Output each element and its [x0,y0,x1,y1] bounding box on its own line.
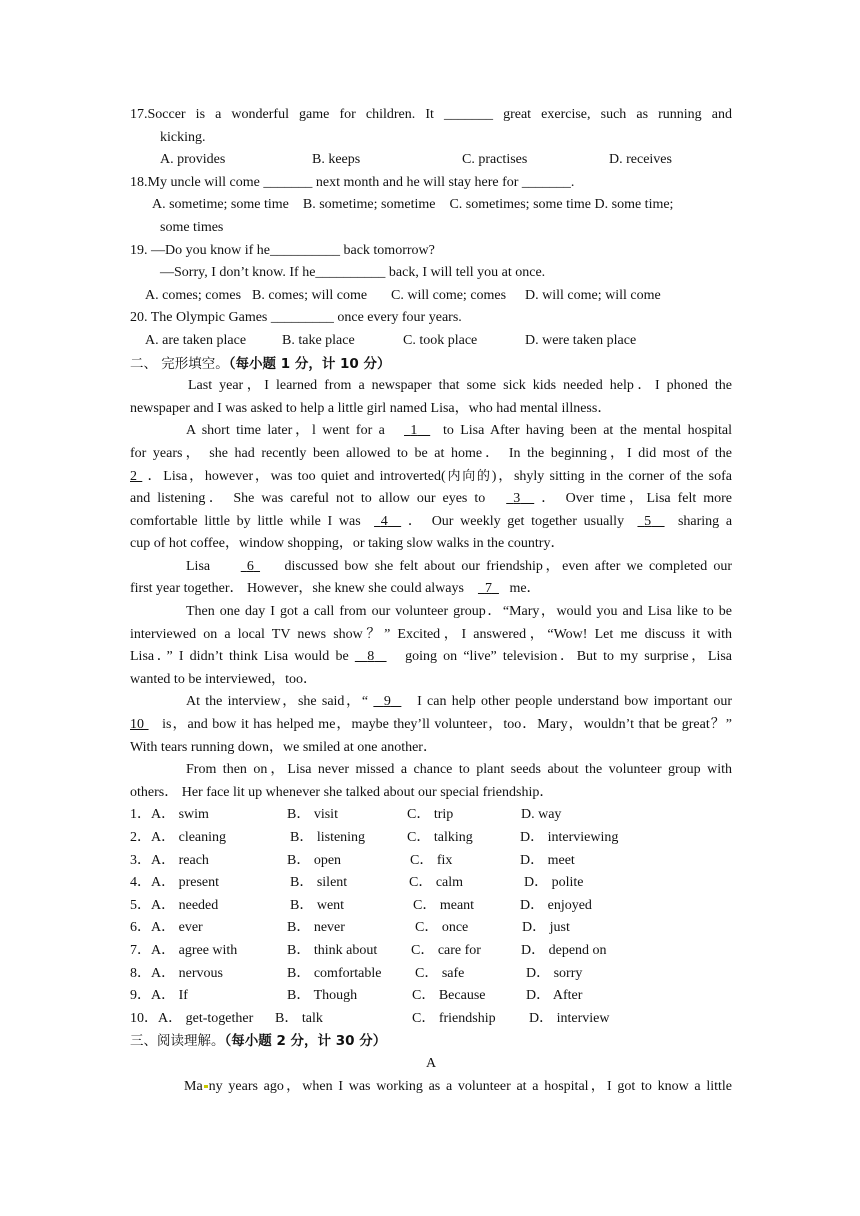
blank-10: 10 [130,717,144,733]
passage-line: others． Her face lit up whenever she talked about our special friendship． [130,784,554,800]
option-c: C． trip [407,807,454,823]
question-19-options [130,285,732,308]
option-a: 1．A． swim [130,807,209,823]
cloze-option-row-10 [130,1008,732,1031]
passage-line: A short time later，l went for a 1 to Lisa After having been at the mental hospital [186,423,733,439]
option-d: D. will come; will come [525,287,661,303]
blank-4: 4 [380,513,388,529]
option-b: B． open [287,852,342,868]
passage-line: At the interview，she said，“ 9 I can help other people understand bow important our [186,694,733,710]
option-d: D． depend on [521,942,607,958]
option-a: 6．A． ever [130,920,203,936]
option-b: B． went [290,897,345,913]
passage-line: cup of hot coffee，window shopping，or taking slow walks in the country． [130,536,565,552]
passage-line: 2 ．Lisa，however，was too quiet and introverted(内向的)，shyly sitting in the corner of the sofa [130,468,732,484]
option-d: D． just [522,920,570,936]
option-a: 10．A． get-together [130,1010,254,1026]
blank-2: 2 [130,468,137,484]
option-d: D. receives [609,152,672,168]
option-c: C. took place [403,332,478,348]
blank-6: 6 [246,558,254,574]
option-c: C． once [415,920,469,936]
passage-line: newspaper and I was asked to help a little girl named Lisa，who had mental illness． [130,400,612,416]
cloze-option-row-8 [130,963,732,986]
option-c: C． Because [412,988,486,1004]
blank-8: 8 [367,649,375,665]
option-a: 9．A． If [130,988,188,1004]
option-c: C． safe [415,965,465,981]
option-c: C． meant [413,897,475,913]
option-a: 8．A． nervous [130,965,223,981]
passage-line: wanted to be interviewed，too． [130,671,318,687]
cloze-option-row-2 [130,827,732,850]
option-a: 3．A． reach [130,852,209,868]
option-b: B． think about [287,942,378,958]
option-d: D． sorry [526,965,583,981]
question-18-options: A. sometime; some time B. sometime; sometime C. sometimes; some time D. some time; [152,197,674,213]
cursor-mark-icon [204,1085,208,1088]
passage-line: comfortable little by little while I was 4 ． Our weekly get together usually 5 sharing a [130,513,733,529]
question-18-options-cont: some times [160,219,224,235]
question-20-options [130,330,732,353]
option-b: B． visit [287,807,338,823]
option-a: 5．A． needed [130,897,219,913]
cloze-option-row-5 [130,895,732,918]
option-c: C. will come; comes [391,287,507,303]
reading-passage-heading: A [425,1055,437,1071]
passage-line: 10 is，and bow it has helped me，maybe they’ll volunteer，too．Mary，wouldn’t that be great？” [130,717,733,733]
passage-line: and listening． She was careful not to allow our eyes to 3 ． Over time，Lisa felt more [130,491,733,507]
cloze-option-row-3 [130,850,732,873]
option-a: 4．A． present [130,875,220,891]
passage-line: first year together． However，she knew she could always 7 me． [130,581,541,597]
cloze-option-row-9 [130,985,732,1008]
option-d: D． After [526,988,583,1004]
option-a: 7．A． agree with [130,942,238,958]
exam-page [130,104,732,1098]
option-b: B． Though [287,988,358,1004]
cloze-option-row-7 [130,940,732,963]
reading-passage-line: Ma ny years ago，when I was working as a volunteer at a hospital，I got to know a little [184,1078,732,1094]
option-b: B． never [287,920,345,936]
cloze-options [130,804,732,1030]
option-b: B． silent [290,875,348,891]
cloze-option-row-6 [130,917,732,940]
passage-line: for years， she had recently been allowed to be at home． In the beginning，I did most of the [130,445,732,461]
option-c: C． fix [410,852,453,868]
option-b: B． listening [290,830,366,845]
option-b: B． talk [275,1010,323,1026]
option-c: C． calm [409,875,464,891]
option-d: D． interview [529,1010,610,1026]
option-b: B． comfortable [287,965,382,981]
option-d: D． enjoyed [520,897,592,913]
question-20-stem: 20. The Olympic Games _________ once every four years. [130,310,462,326]
question-19-reply: —Sorry, I don’t know. If he__________ back, I will tell you at once. [160,265,546,281]
option-c: C． friendship [412,1010,496,1026]
option-b: B. comes; will come [252,287,368,303]
option-c: C. practises [462,152,528,168]
option-d: D． meet [520,852,575,868]
option-a: A. comes; comes [145,287,242,303]
question-17-stem: 17.Soccer is a wonderful game for children. It _______ great exercise, such as running and [130,107,732,122]
question-17-options [130,149,732,172]
option-b: B. take place [282,332,355,348]
blank-9: 9 [383,694,391,710]
question-19-stem: 19. —Do you know if he__________ back tomorrow? [130,242,435,258]
option-d: D. way [521,807,562,823]
cloze-option-row-4 [130,872,732,895]
section-3-heading: 三、阅读理解。（每小题 2 分，计 30 分） [130,1033,387,1050]
section-2-heading: 二、 完形填空。（每小题 1 分，计 10 分） [130,355,391,372]
option-a: A. provides [160,152,226,168]
passage-line: Last year，I learned from a newspaper that some sick kids needed help．I phoned the [188,378,732,394]
option-a: 2．A． cleaning [130,830,227,845]
question-17-stem-cont: kicking. [160,129,206,145]
blank-5: 5 [644,513,652,529]
blank-1: 1 [410,423,418,439]
passage-line: From then on，Lisa never missed a chance to plant seeds about the volunteer group with [186,762,732,778]
passage-line: interviewed on a local TV news show？” Excited，I answered，“Wow! Let me discuss it with [130,626,732,642]
option-d: D． interviewing [520,830,619,845]
option-b: B. keeps [312,152,361,168]
option-d: D． polite [524,875,584,891]
option-a: A. are taken place [145,332,247,348]
option-c: C． care for [411,942,481,958]
cloze-option-row-1 [130,804,732,827]
question-18-stem: 18.My uncle will come _______ next month and he will stay here for _______. [130,174,575,190]
passage-line: With tears running down，we smiled at one another． [130,739,437,755]
blank-3: 3 [513,491,521,507]
passage-line: Then one day I got a call from our volunteer group．“Mary，would you and Lisa like to be [186,604,732,620]
passage-line: Lisa 6 discussed bow she felt about our friendship，even after we completed our [186,558,733,574]
blank-7: 7 [484,581,492,597]
option-c: C． talking [407,830,473,845]
option-d: D. were taken place [525,332,637,348]
passage-line: Lisa．” I didn’t think Lisa would be 8 going on “live” television．But to my surprise，Lisa [130,649,733,665]
